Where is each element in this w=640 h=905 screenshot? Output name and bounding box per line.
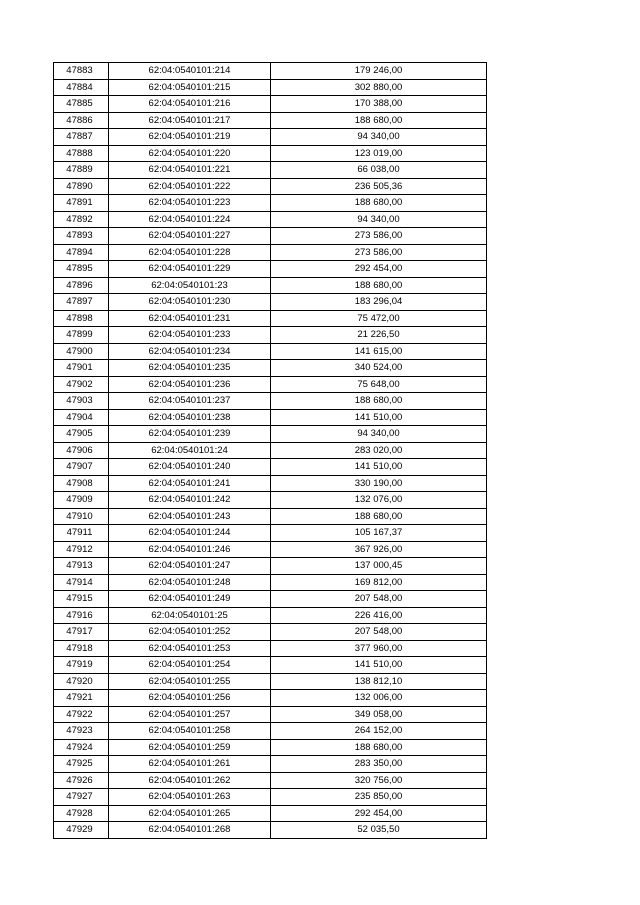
row-number-cell: 47892	[54, 211, 109, 228]
table-row	[54, 541, 487, 558]
row-number-cell: 47903	[54, 393, 109, 410]
row-number-cell: 47906	[54, 442, 109, 459]
cadastral-number-cell: 62:04:0540101:255	[109, 673, 271, 690]
cadastral-number-cell: 62:04:0540101:244	[109, 525, 271, 542]
cadastral-value-cell: 292 454,00	[271, 261, 487, 278]
row-number-cell: 47884	[54, 79, 109, 96]
row-number-cell: 47900	[54, 343, 109, 360]
cadastral-value-cell: 179 246,00	[271, 63, 487, 80]
row-number-cell: 47925	[54, 756, 109, 773]
table-row	[54, 442, 487, 459]
cadastral-value-cell: 320 756,00	[271, 772, 487, 789]
row-number-cell: 47898	[54, 310, 109, 327]
cadastral-number-cell: 62:04:0540101:23	[109, 277, 271, 294]
cadastral-value-cell: 273 586,00	[271, 228, 487, 245]
table-row	[54, 294, 487, 311]
cadastral-number-cell: 62:04:0540101:253	[109, 640, 271, 657]
cadastral-number-cell: 62:04:0540101:259	[109, 739, 271, 756]
cadastral-value-cell: 132 076,00	[271, 492, 487, 509]
table-row	[54, 591, 487, 608]
cadastral-number-cell: 62:04:0540101:235	[109, 360, 271, 377]
cadastral-number-cell: 62:04:0540101:239	[109, 426, 271, 443]
cadastral-value-cell: 170 388,00	[271, 96, 487, 113]
cadastral-number-cell: 62:04:0540101:221	[109, 162, 271, 179]
cadastral-number-cell: 62:04:0540101:265	[109, 805, 271, 822]
cadastral-value-cell: 141 510,00	[271, 459, 487, 476]
table-row	[54, 211, 487, 228]
cadastral-number-cell: 62:04:0540101:240	[109, 459, 271, 476]
table-row	[54, 162, 487, 179]
cadastral-value-cell: 132 006,00	[271, 690, 487, 707]
cadastral-number-cell: 62:04:0540101:231	[109, 310, 271, 327]
cadastral-number-cell: 62:04:0540101:24	[109, 442, 271, 459]
cadastral-value-cell: 75 472,00	[271, 310, 487, 327]
cadastral-value-cell: 188 680,00	[271, 739, 487, 756]
row-number-cell: 47891	[54, 195, 109, 212]
table-row	[54, 492, 487, 509]
row-number-cell: 47895	[54, 261, 109, 278]
table-row	[54, 756, 487, 773]
table-row	[54, 624, 487, 641]
cadastral-value-cell: 138 812,10	[271, 673, 487, 690]
table-row	[54, 657, 487, 674]
table-row	[54, 195, 487, 212]
cadastral-number-cell: 62:04:0540101:230	[109, 294, 271, 311]
cadastral-number-cell: 62:04:0540101:219	[109, 129, 271, 146]
cadastral-number-cell: 62:04:0540101:249	[109, 591, 271, 608]
cadastral-number-cell: 62:04:0540101:25	[109, 607, 271, 624]
cadastral-value-cell: 52 035,50	[271, 822, 487, 839]
table-row	[54, 822, 487, 839]
cadastral-value-cell: 340 524,00	[271, 360, 487, 377]
cadastral-number-cell: 62:04:0540101:241	[109, 475, 271, 492]
row-number-cell: 47913	[54, 558, 109, 575]
table-row	[54, 508, 487, 525]
cadastral-value-cell: 141 510,00	[271, 657, 487, 674]
row-number-cell: 47902	[54, 376, 109, 393]
cadastral-number-cell: 62:04:0540101:227	[109, 228, 271, 245]
table-row	[54, 129, 487, 146]
cadastral-value-cell: 105 167,37	[271, 525, 487, 542]
cadastral-value-cell: 207 548,00	[271, 591, 487, 608]
cadastral-number-cell: 62:04:0540101:217	[109, 112, 271, 129]
cadastral-number-cell: 62:04:0540101:234	[109, 343, 271, 360]
document-page	[53, 62, 487, 839]
table-row	[54, 310, 487, 327]
table-row	[54, 772, 487, 789]
cadastral-value-cell: 264 152,00	[271, 723, 487, 740]
cadastral-number-cell: 62:04:0540101:242	[109, 492, 271, 509]
cadastral-value-cell: 302 880,00	[271, 79, 487, 96]
table-row	[54, 228, 487, 245]
row-number-cell: 47908	[54, 475, 109, 492]
cadastral-value-cell: 21 226,50	[271, 327, 487, 344]
row-number-cell: 47888	[54, 145, 109, 162]
cadastral-value-cell: 188 680,00	[271, 112, 487, 129]
cadastral-number-cell: 62:04:0540101:238	[109, 409, 271, 426]
cadastral-number-cell: 62:04:0540101:256	[109, 690, 271, 707]
cadastral-value-cell: 367 926,00	[271, 541, 487, 558]
table-row	[54, 96, 487, 113]
cadastral-number-cell: 62:04:0540101:257	[109, 706, 271, 723]
cadastral-value-cell: 330 190,00	[271, 475, 487, 492]
row-number-cell: 47923	[54, 723, 109, 740]
table-row	[54, 706, 487, 723]
row-number-cell: 47910	[54, 508, 109, 525]
row-number-cell: 47918	[54, 640, 109, 657]
cadastral-value-cell: 141 510,00	[271, 409, 487, 426]
cadastral-value-cell: 207 548,00	[271, 624, 487, 641]
cadastral-value-cell: 66 038,00	[271, 162, 487, 179]
table-row	[54, 673, 487, 690]
row-number-cell: 47909	[54, 492, 109, 509]
cadastral-value-cell: 292 454,00	[271, 805, 487, 822]
cadastral-value-cell: 377 960,00	[271, 640, 487, 657]
cadastral-number-cell: 62:04:0540101:237	[109, 393, 271, 410]
table-row	[54, 607, 487, 624]
row-number-cell: 47924	[54, 739, 109, 756]
table-row	[54, 112, 487, 129]
cadastral-value-cell: 273 586,00	[271, 244, 487, 261]
table-row	[54, 640, 487, 657]
cadastral-value-table	[53, 62, 487, 839]
table-row	[54, 79, 487, 96]
cadastral-value-cell: 188 680,00	[271, 508, 487, 525]
row-number-cell: 47922	[54, 706, 109, 723]
row-number-cell: 47911	[54, 525, 109, 542]
cadastral-value-cell: 75 648,00	[271, 376, 487, 393]
table-row	[54, 63, 487, 80]
cadastral-value-cell: 141 615,00	[271, 343, 487, 360]
table-row	[54, 723, 487, 740]
cadastral-value-cell: 349 058,00	[271, 706, 487, 723]
cadastral-number-cell: 62:04:0540101:258	[109, 723, 271, 740]
table-row	[54, 690, 487, 707]
cadastral-value-cell: 235 850,00	[271, 789, 487, 806]
cadastral-number-cell: 62:04:0540101:254	[109, 657, 271, 674]
row-number-cell: 47885	[54, 96, 109, 113]
row-number-cell: 47915	[54, 591, 109, 608]
cadastral-number-cell: 62:04:0540101:228	[109, 244, 271, 261]
cadastral-number-cell: 62:04:0540101:262	[109, 772, 271, 789]
row-number-cell: 47901	[54, 360, 109, 377]
row-number-cell: 47883	[54, 63, 109, 80]
table-row	[54, 574, 487, 591]
table-row	[54, 459, 487, 476]
row-number-cell: 47927	[54, 789, 109, 806]
cadastral-number-cell: 62:04:0540101:263	[109, 789, 271, 806]
row-number-cell: 47899	[54, 327, 109, 344]
table-row	[54, 145, 487, 162]
row-number-cell: 47912	[54, 541, 109, 558]
table-row	[54, 277, 487, 294]
table-row	[54, 525, 487, 542]
cadastral-number-cell: 62:04:0540101:252	[109, 624, 271, 641]
cadastral-number-cell: 62:04:0540101:246	[109, 541, 271, 558]
row-number-cell: 47893	[54, 228, 109, 245]
table-row	[54, 739, 487, 756]
row-number-cell: 47897	[54, 294, 109, 311]
cadastral-number-cell: 62:04:0540101:223	[109, 195, 271, 212]
row-number-cell: 47894	[54, 244, 109, 261]
table-row	[54, 805, 487, 822]
row-number-cell: 47905	[54, 426, 109, 443]
table-row	[54, 178, 487, 195]
table-row	[54, 789, 487, 806]
cadastral-value-cell: 283 350,00	[271, 756, 487, 773]
cadastral-value-cell: 123 019,00	[271, 145, 487, 162]
cadastral-number-cell: 62:04:0540101:215	[109, 79, 271, 96]
cadastral-value-cell: 94 340,00	[271, 211, 487, 228]
cadastral-number-cell: 62:04:0540101:247	[109, 558, 271, 575]
row-number-cell: 47928	[54, 805, 109, 822]
cadastral-value-cell: 236 505,36	[271, 178, 487, 195]
cadastral-number-cell: 62:04:0540101:261	[109, 756, 271, 773]
table-row	[54, 261, 487, 278]
cadastral-value-cell: 137 000,45	[271, 558, 487, 575]
row-number-cell: 47890	[54, 178, 109, 195]
cadastral-value-cell: 169 812,00	[271, 574, 487, 591]
table-row	[54, 360, 487, 377]
table-row	[54, 409, 487, 426]
table-row	[54, 376, 487, 393]
row-number-cell: 47887	[54, 129, 109, 146]
row-number-cell: 47921	[54, 690, 109, 707]
cadastral-number-cell: 62:04:0540101:220	[109, 145, 271, 162]
table-row	[54, 426, 487, 443]
row-number-cell: 47916	[54, 607, 109, 624]
cadastral-value-cell: 283 020,00	[271, 442, 487, 459]
table-row	[54, 393, 487, 410]
cadastral-value-cell: 188 680,00	[271, 277, 487, 294]
cadastral-value-cell: 94 340,00	[271, 129, 487, 146]
table-body	[54, 63, 487, 839]
row-number-cell: 47886	[54, 112, 109, 129]
row-number-cell: 47926	[54, 772, 109, 789]
row-number-cell: 47917	[54, 624, 109, 641]
row-number-cell: 47914	[54, 574, 109, 591]
cadastral-number-cell: 62:04:0540101:224	[109, 211, 271, 228]
row-number-cell: 47929	[54, 822, 109, 839]
cadastral-number-cell: 62:04:0540101:222	[109, 178, 271, 195]
cadastral-number-cell: 62:04:0540101:214	[109, 63, 271, 80]
table-row	[54, 343, 487, 360]
cadastral-value-cell: 94 340,00	[271, 426, 487, 443]
cadastral-number-cell: 62:04:0540101:243	[109, 508, 271, 525]
row-number-cell: 47889	[54, 162, 109, 179]
cadastral-value-cell: 188 680,00	[271, 195, 487, 212]
cadastral-number-cell: 62:04:0540101:268	[109, 822, 271, 839]
table-row	[54, 327, 487, 344]
row-number-cell: 47904	[54, 409, 109, 426]
cadastral-number-cell: 62:04:0540101:248	[109, 574, 271, 591]
row-number-cell: 47920	[54, 673, 109, 690]
cadastral-number-cell: 62:04:0540101:236	[109, 376, 271, 393]
table-row	[54, 475, 487, 492]
row-number-cell: 47919	[54, 657, 109, 674]
cadastral-number-cell: 62:04:0540101:233	[109, 327, 271, 344]
row-number-cell: 47896	[54, 277, 109, 294]
row-number-cell: 47907	[54, 459, 109, 476]
cadastral-value-cell: 183 296,04	[271, 294, 487, 311]
cadastral-value-cell: 226 416,00	[271, 607, 487, 624]
table-row	[54, 244, 487, 261]
cadastral-number-cell: 62:04:0540101:216	[109, 96, 271, 113]
cadastral-number-cell: 62:04:0540101:229	[109, 261, 271, 278]
table-row	[54, 558, 487, 575]
cadastral-value-cell: 188 680,00	[271, 393, 487, 410]
